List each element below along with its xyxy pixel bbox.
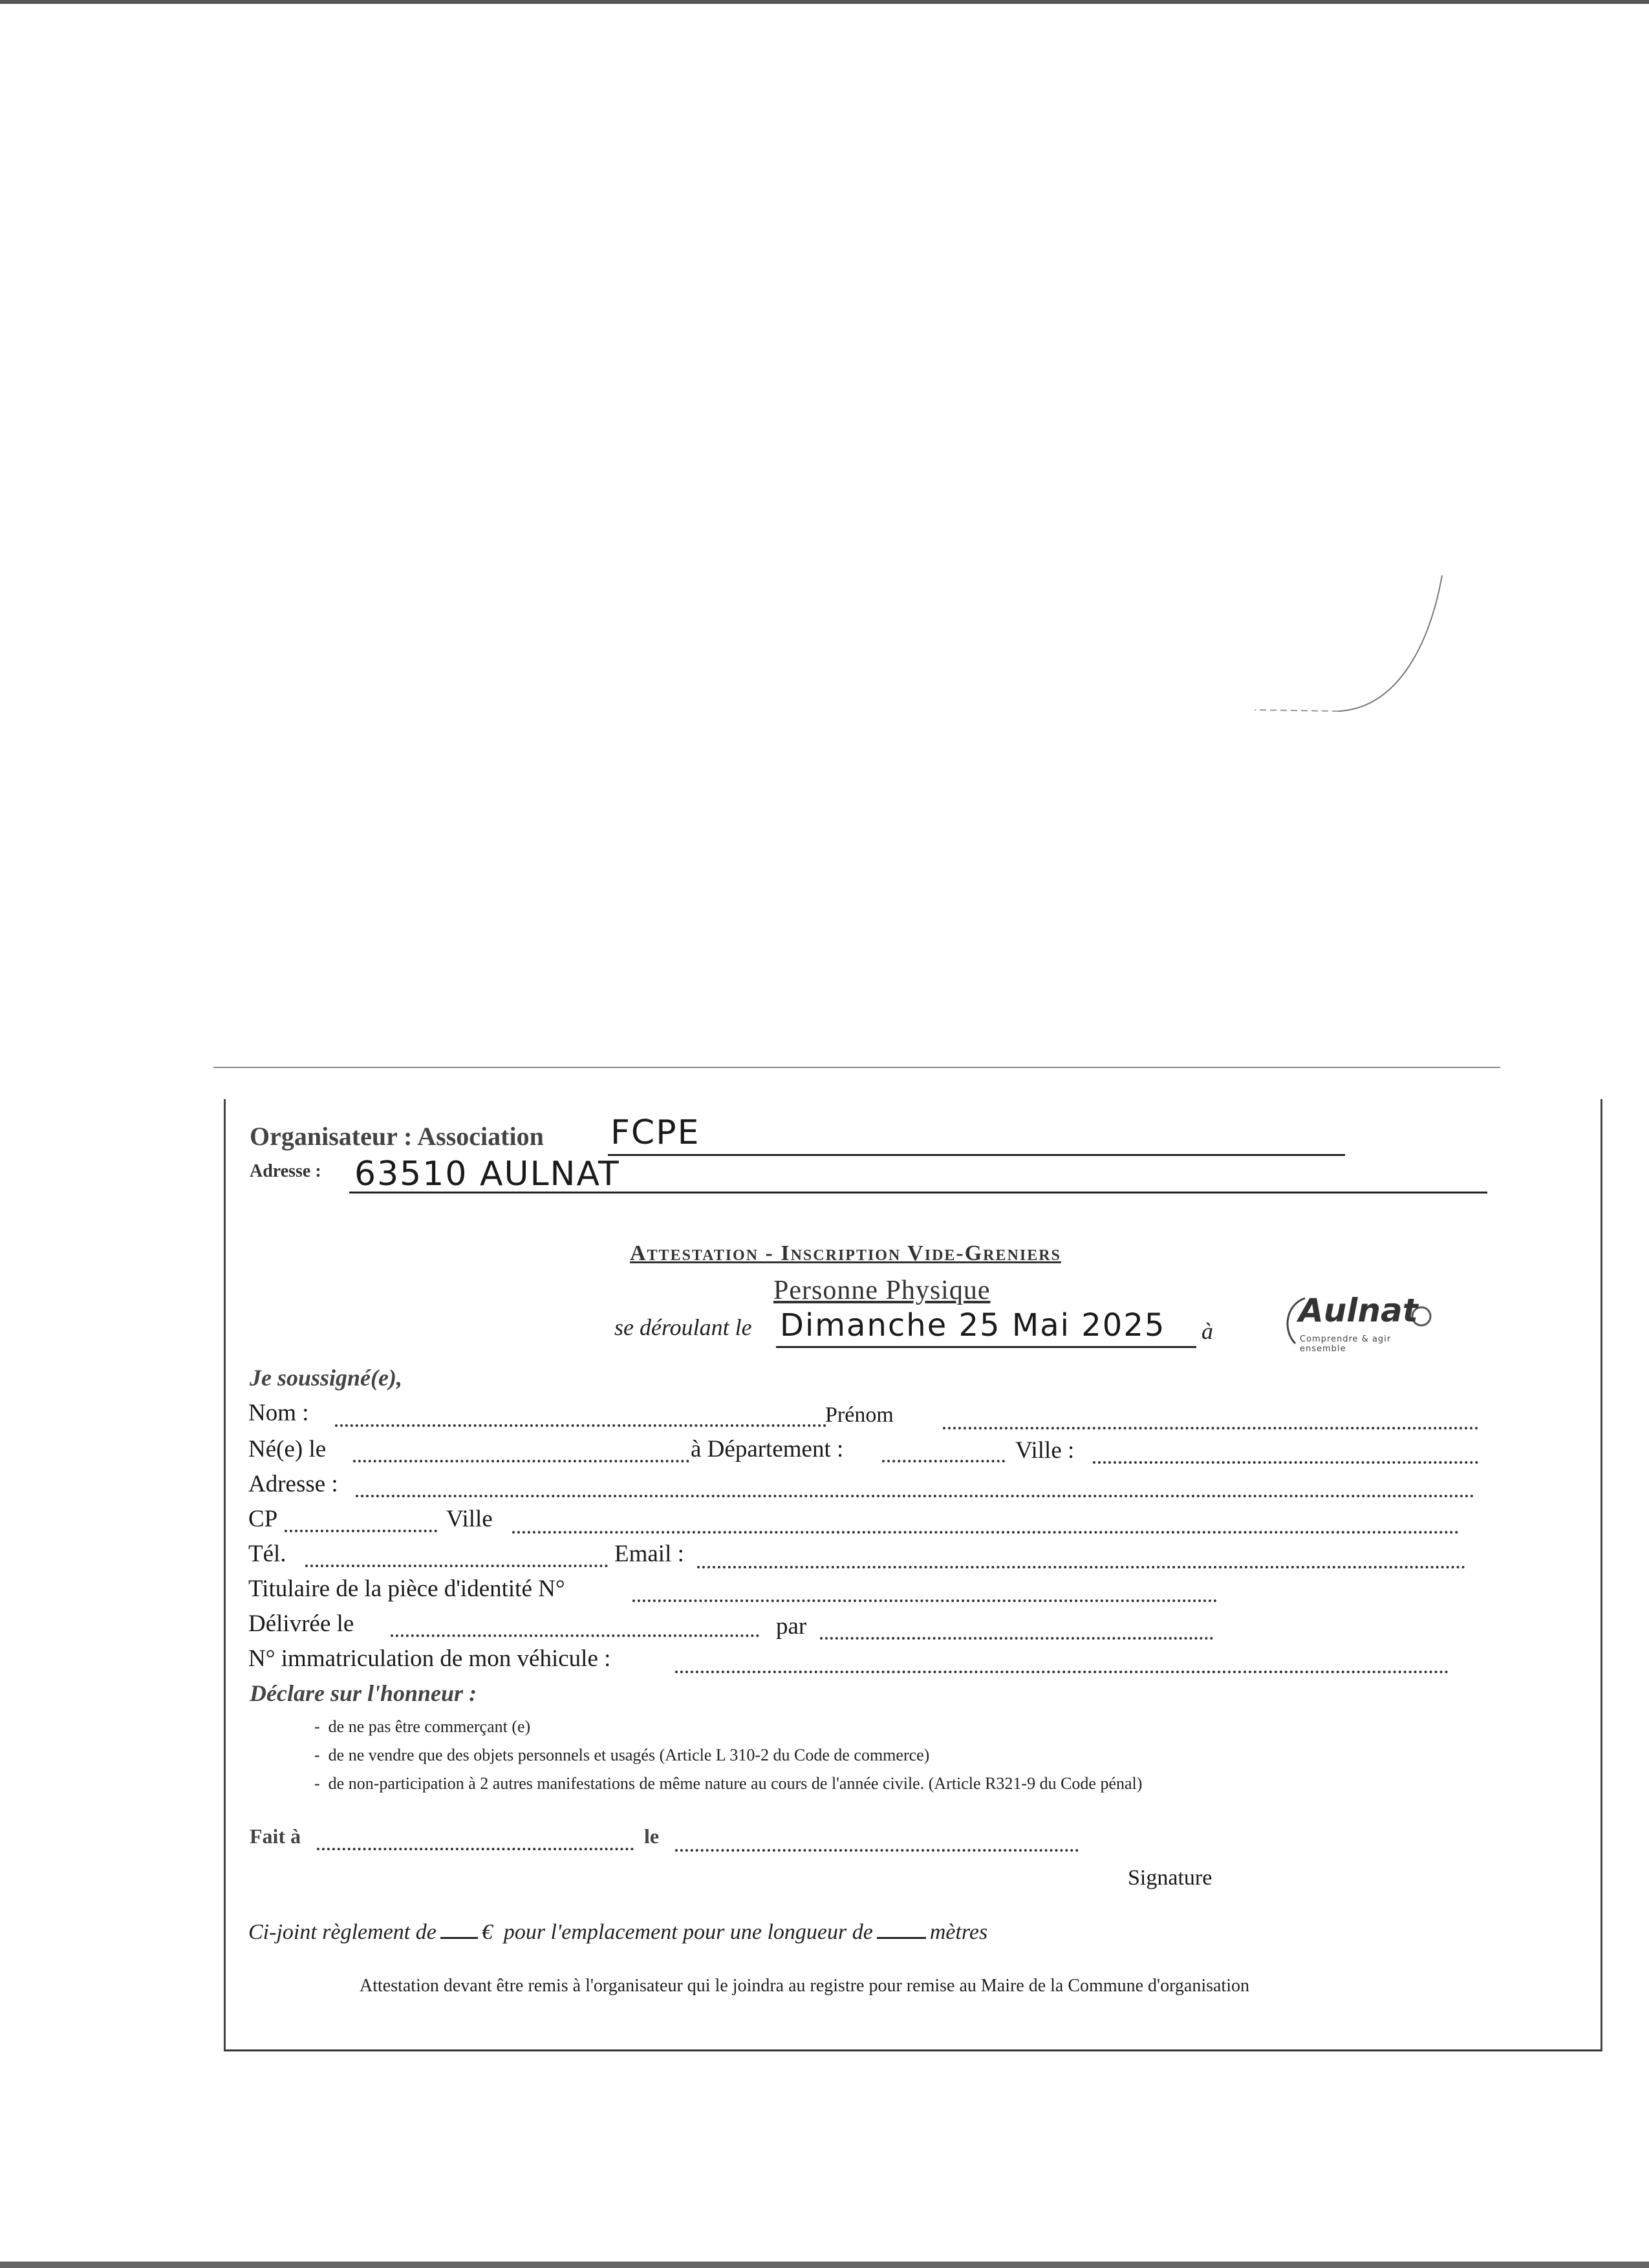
issued-by-field[interactable] [820,1637,1213,1640]
email-label: Email : [614,1541,684,1567]
organizer-label: Organisateur : Association [250,1122,544,1151]
ville-label: Ville [446,1506,493,1532]
tel-label: Tél. [248,1541,286,1567]
event-date[interactable]: Dimanche 25 Mai 2025 [780,1307,1166,1343]
nom-field[interactable] [335,1424,826,1427]
paper-corner-fold-mark [1255,569,1449,724]
prenom-label: Prénom [825,1403,894,1427]
address-line [349,1192,1487,1193]
declaration-item: - de ne vendre que des objets personnels et usagés (Article L 310-2 du Code de commerce) [314,1746,930,1764]
declaration-item: - de ne pas être commerçant (e) [314,1717,531,1736]
cp-label: CP [248,1506,278,1532]
signature-label: Signature [1128,1866,1212,1890]
birthdate-field[interactable] [353,1460,689,1462]
birthdate-label: Né(e) le [248,1436,327,1462]
logo-tagline: Comprendre & agir ensemble [1300,1334,1392,1354]
adresse-label: Adresse : [248,1471,338,1497]
issued-date-label: Délivrée le [248,1610,354,1637]
vehicle-plate-field[interactable] [675,1671,1449,1673]
payment-suffix: mètres [929,1920,988,1944]
payment-line [248,1919,987,1945]
birth-city-field[interactable] [1093,1461,1478,1464]
fait-a-label: Fait à [250,1824,301,1848]
scan-edge-bottom [0,2262,1649,2268]
issued-by-label: par [776,1613,807,1640]
nom-label: Nom : [248,1400,309,1426]
length-field[interactable] [877,1919,926,1939]
cut-line [213,1067,1500,1068]
cp-field[interactable] [285,1530,437,1532]
date-line [776,1346,1196,1348]
organizer-line [608,1154,1345,1156]
payment-middle: pour l'emplacement pour une longueur de [503,1920,873,1944]
fait-le-field[interactable] [675,1849,1079,1852]
birth-city-label: Ville : [1015,1437,1075,1464]
date-prefix: se déroulant le [614,1314,752,1340]
departement-field[interactable] [882,1460,1005,1462]
form-title: Attestation - Inscription Vide-Greniers [630,1241,1061,1265]
departement-label: à Département : [691,1436,844,1462]
issued-date-field[interactable] [391,1634,759,1637]
payment-prefix: Ci-joint règlement de [248,1920,436,1944]
prenom-field[interactable] [943,1427,1478,1429]
adresse-field[interactable] [356,1495,1474,1497]
tel-field[interactable] [305,1565,608,1567]
aulnat-logo [1279,1292,1434,1356]
payment-euro: € [481,1920,493,1944]
declaration-item: - de non-participation à 2 autres manifestations de même nature au cours de l'année civile. (Article R321-9 du Code pénal) [314,1774,1143,1793]
fait-le-label: le [644,1824,660,1848]
address-value[interactable]: 63510 AULNAT [354,1155,620,1193]
fait-a-field[interactable] [317,1848,634,1850]
address-label: Adresse : [250,1161,321,1181]
form-subtitle: Personne Physique [773,1276,991,1305]
id-document-label: Titulaire de la pièce d'identité N° [248,1576,565,1602]
email-field[interactable] [697,1566,1465,1568]
form-intro: Je soussigné(e), [250,1365,402,1391]
declaration-heading: Déclare sur l'honneur : [250,1680,477,1706]
ville-field[interactable] [512,1531,1459,1534]
logo-wordmark: Aulnat [1299,1292,1418,1329]
scan-edge-top [0,0,1649,4]
organizer-value[interactable]: FCPE [610,1113,700,1152]
date-suffix: à [1202,1318,1213,1344]
signature-area[interactable] [1138,1901,1461,1927]
payment-amount-field[interactable] [440,1919,478,1939]
vehicle-plate-label: N° immatriculation de mon véhicule : [248,1645,611,1672]
footer-note: Attestation devant être remis à l'organisateur qui le joindra au registre pour remise au Maire de la Commune d'organisation [360,1976,1249,1996]
id-document-field[interactable] [632,1599,1217,1602]
